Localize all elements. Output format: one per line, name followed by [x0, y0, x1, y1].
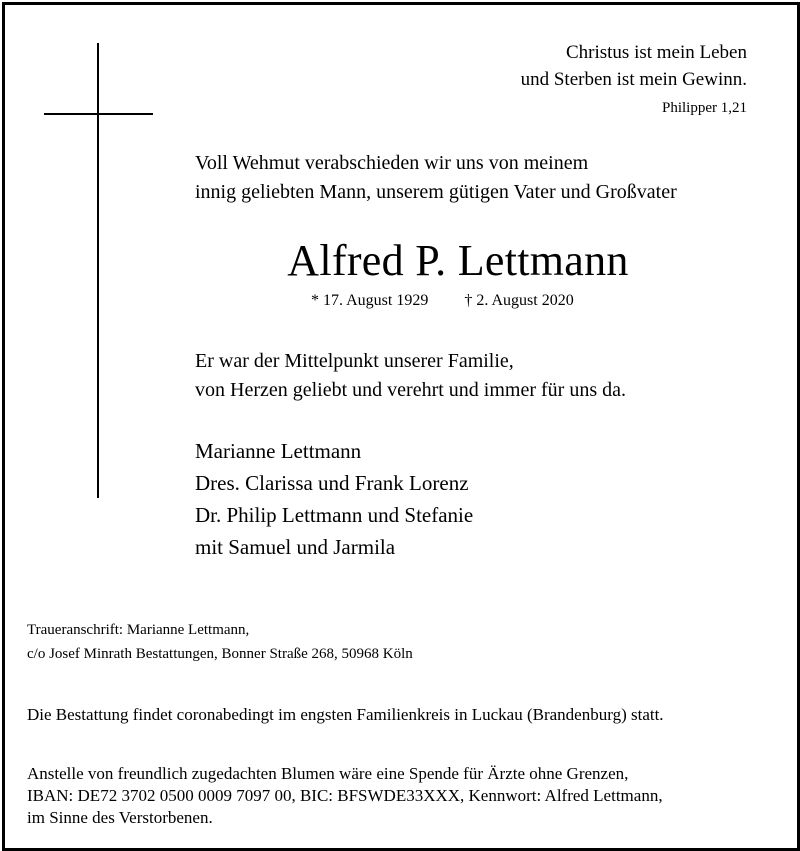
obituary-notice — [2, 2, 800, 851]
donation-notice — [27, 763, 663, 829]
address-line: c/o Josef Minrath Bestattungen, Bonner Straße 268, 50968 Köln — [27, 646, 413, 662]
donation-line: Anstelle von freundlich zugedachten Blumen wäre eine Spende für Ärzte ohne Grenzen, — [27, 764, 629, 783]
family-signatures — [195, 435, 473, 563]
funeral-notice: Die Bestattung findet coronabedingt im engsten Familienkreis in Luckau (Brandenburg) statt. — [27, 705, 664, 724]
life-dates — [311, 289, 574, 313]
tribute-line: von Herzen geliebt und verehrt und immer für uns da. — [195, 379, 626, 401]
intro-line: Voll Wehmut verabschieden wir uns von meinem — [195, 152, 589, 174]
death-date: † 2. August 2020 — [464, 292, 574, 309]
tribute-line: Er war der Mittelpunkt unserer Familie, — [195, 350, 514, 372]
verse-line: Christus ist mein Leben — [565, 42, 747, 63]
donation-line: IBAN: DE72 3702 0500 0009 7097 00, BIC: BFSWDE33XXX, Kennwort: Alfred Lettmann, — [27, 786, 663, 805]
donation-line: im Sinne des Verstorbenen. — [27, 808, 213, 827]
tribute-text — [195, 347, 626, 405]
intro-text — [195, 149, 677, 207]
verse-reference: Philipper 1,21 — [662, 100, 747, 116]
cross-icon-horizontal-bar — [44, 113, 153, 115]
family-member: Dr. Philip Lettmann und Stefanie — [195, 503, 474, 527]
intro-line: innig geliebten Mann, unserem gütigen Vater und Großvater — [195, 181, 677, 203]
birth-date: * 17. August 1929 — [311, 292, 429, 309]
address-line: Traueranschrift: Marianne Lettmann, — [27, 622, 250, 638]
bible-verse — [521, 39, 747, 119]
family-member: Dres. Clarissa und Frank Lorenz — [195, 471, 469, 495]
family-member: mit Samuel und Jarmila — [195, 535, 396, 559]
family-member: Marianne Lettmann — [195, 439, 362, 463]
verse-line: und Sterben ist mein Gewinn. — [520, 69, 747, 90]
mourning-address — [27, 618, 413, 666]
deceased-name: Alfred P. Lettmann — [287, 236, 629, 285]
